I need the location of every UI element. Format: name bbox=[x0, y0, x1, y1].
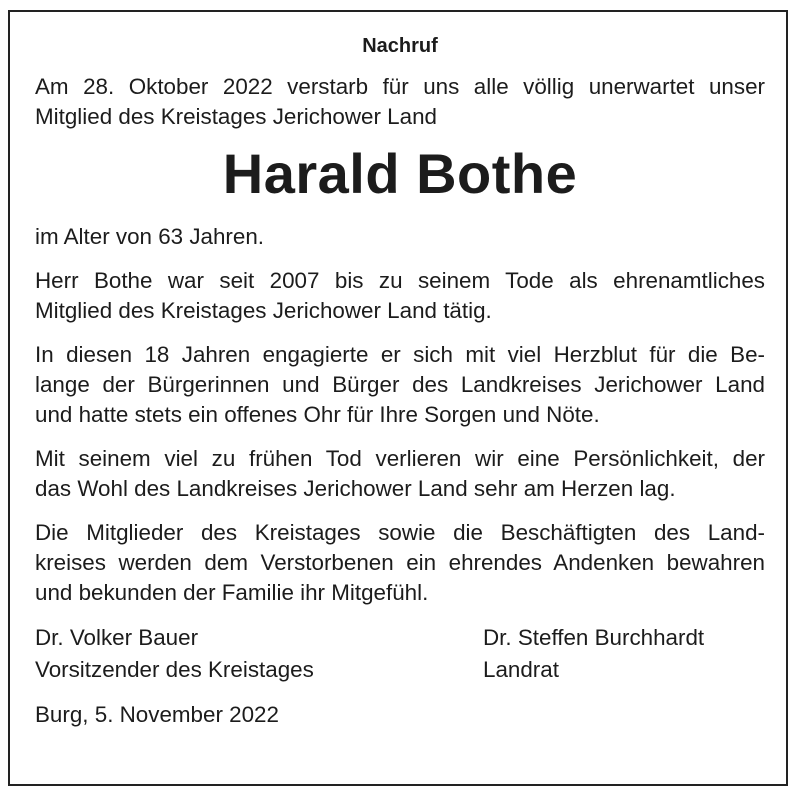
paragraph-line: Mit seinem viel zu frühen Tod verlieren wir eine Persönlichkeit, der bbox=[35, 446, 765, 471]
paragraph-condolence bbox=[35, 518, 765, 608]
intro-line: Mitglied des Kreistages Jerichower Land bbox=[35, 104, 437, 129]
paragraph-line: Herr Bothe war seit 2007 bis zu seinem Tode als ehrenamtliches bbox=[35, 268, 765, 293]
signatory-right-name: Dr. Steffen Burchhardt bbox=[483, 625, 705, 650]
paragraph-loss bbox=[35, 444, 765, 504]
obituary-heading: Nachruf bbox=[362, 35, 438, 57]
age-line bbox=[35, 222, 765, 252]
intro-line: Am 28. Oktober 2022 verstarb für uns alle völlig unerwartet unser bbox=[35, 74, 765, 99]
signatures bbox=[35, 622, 765, 686]
paragraph-engagement bbox=[35, 340, 765, 430]
signatory-right-role: Landrat bbox=[483, 657, 559, 682]
signatory-left-role: Vorsitzender des Kreistages bbox=[35, 657, 314, 682]
paragraph-tenure bbox=[35, 266, 765, 326]
paragraph-line: Die Mitglieder des Kreistages sowie die Beschäftigten des Land- bbox=[35, 520, 765, 545]
obituary-content bbox=[35, 34, 765, 730]
paragraph-line: Mitglied des Kreistages Jerichower Land tätig. bbox=[35, 298, 492, 323]
paragraph-line: lange der Bürgerinnen und Bürger des Landkreises Jerichower Land bbox=[35, 372, 765, 397]
paragraph-line: und bekunden der Familie ihr Mitgefühl. bbox=[35, 580, 429, 605]
dateline: Burg, 5. November 2022 bbox=[35, 702, 279, 727]
paragraph-line: kreises werden dem Verstorbenen ein ehrendes Andenken bewahren bbox=[35, 550, 765, 575]
paragraph-line: In diesen 18 Jahren engagierte er sich mit viel Herzblut für die Be- bbox=[35, 342, 765, 367]
deceased-name: Harald Bothe bbox=[222, 142, 578, 205]
paragraph-line: und hatte stets ein offenes Ohr für Ihre Sorgen und Nöte. bbox=[35, 402, 600, 427]
intro-paragraph bbox=[35, 72, 765, 132]
signatory-left bbox=[35, 622, 314, 686]
paragraph-line: das Wohl des Landkreises Jerichower Land sehr am Herzen lag. bbox=[35, 476, 676, 501]
age-text: im Alter von 63 Jahren. bbox=[35, 224, 265, 249]
signatory-left-name: Dr. Volker Bauer bbox=[35, 625, 199, 650]
signatory-right bbox=[483, 622, 704, 686]
